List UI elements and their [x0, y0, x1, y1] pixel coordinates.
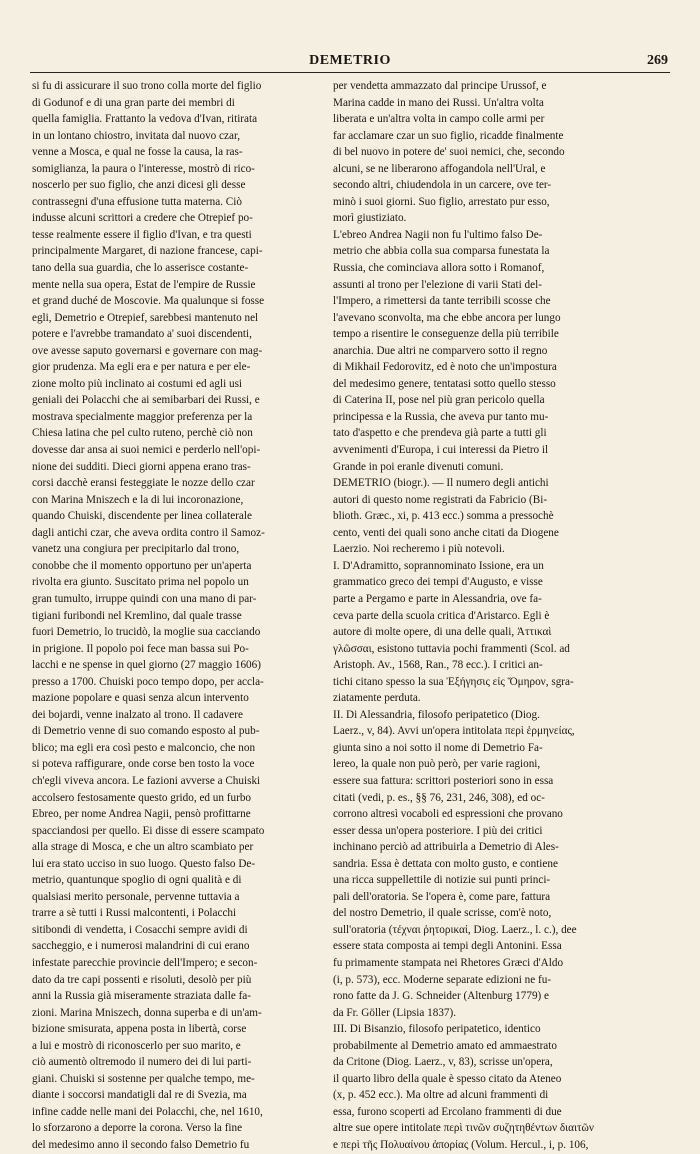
text-line: lui era stato ucciso in suo luogo. Questo falso De-: [32, 857, 256, 870]
text-line: corsi dacchè eransi festeggiate le nozze dello czar: [32, 477, 255, 490]
text-line: bizione smisurata, appena posta in libertà, corse: [32, 1023, 247, 1036]
text-line: blico; ma egli era così pesto e malconcio, che non: [32, 741, 256, 754]
text-line: ceva parte della scuola critica d'Aristarco. Egli è: [333, 609, 550, 622]
text-line: Laerzio. Noi recheremo i più notevoli.: [333, 543, 505, 556]
text-line: mente nella sua opera, Estat de l'empire de Russie: [32, 278, 256, 291]
text-line: assunti al trono per l'elezione di varii Stati del-: [333, 278, 542, 291]
text-line: sandria. Essa è dettata con molto gusto, e contiene: [333, 857, 558, 870]
right-column: [333, 78, 635, 1154]
text-line: da Critone (Diog. Laerz., v, 83), scrisse un'opera,: [333, 1056, 553, 1069]
text-line: lereo, la quale non può però, per varie ragioni,: [333, 758, 541, 771]
text-line: infestate parecchie provincie dell'Impero; e secon-: [32, 956, 258, 969]
text-line: Aristoph. Av., 1568, Ran., 78 ecc.). I critici an-: [333, 659, 543, 672]
text-line: si poteva raffigurare, onde corse ben tosto la voce: [32, 758, 255, 771]
text-line: esser dessa un'opera posteriore. I più dei critici: [333, 824, 543, 837]
text-line: e περὶ τῆς Πολυαίνου ἀπορίας (Volum. Hercul., i, p. 106,: [333, 1139, 589, 1151]
text-line: essa, furono scoperti ad Ercolano frammenti di due: [333, 1105, 562, 1118]
text-line: giani. Chuiski si sostenne per qualche tempo, me-: [32, 1072, 255, 1085]
text-line: dovesse dar ansa ai suoi nemici e perderlo nell'opi-: [32, 444, 261, 457]
text-line: quella famiglia. Frattanto la vedova d'Ivan, ritirata: [32, 113, 258, 126]
text-line: tato d'aspetto e che prendeva già parte a tutti gli: [333, 427, 547, 440]
text-line: quando Chuiski, discendente per linea collaterale: [32, 510, 252, 523]
text-line: pali dell'oratoria. Se l'opera è, come pare, fattura: [333, 890, 551, 903]
text-line: dagli antichi czar, che aveva ordita contro il Samoz-: [32, 526, 265, 539]
text-line: gran tumulto, irruppe quindi con una mano di par-: [32, 592, 257, 605]
text-line: del medesimo anno il secondo falso Demetrio fu: [32, 1139, 250, 1151]
text-line: sitibondi di vendetta, i Cosacchi sempre avidi di: [32, 923, 248, 936]
text-line: metrio che abbia colla sua comparsa funestata la: [333, 245, 550, 258]
text-line: ziatamente perduta.: [333, 692, 421, 705]
text-line: zione molto più inclinato ai costumi ed agli usi: [32, 377, 243, 390]
text-line: sull'oratoria (τέχναι ῥητορικαί, Diog. Laerz., l. c.), dee: [333, 923, 577, 936]
text-line: rono fatte da J. G. Schneider (Altenburg 1779) e: [333, 990, 550, 1003]
text-line: Ebreo, per nome Andrea Nagii, pensò profittarne: [32, 808, 251, 821]
text-line: fuori Demetrio, lo trucidò, la moglie sua cacciando: [32, 626, 261, 639]
text-line: III. Di Bisanzio, filosofo peripatetico, identico: [333, 1023, 541, 1036]
text-line: ch'egli viveva ancora. Le fazioni avverse a Chuiski: [32, 774, 261, 787]
text-line: diante i soccorsi mandatigli dal re di Svezia, ma: [32, 1089, 247, 1102]
text-line: l'avevano sconvolta, ma che ebbe ancora per lungo: [333, 311, 561, 324]
text-line: DEMETRIO (biogr.). — Il numero degli antichi: [333, 477, 549, 490]
text-line: rivolta era giunto. Suscitato prima nel popolo un: [32, 576, 249, 589]
text-line: da Fr. Göller (Lipsia 1837).: [333, 1006, 457, 1019]
text-line: principalmente Margaret, di nazione francese, capi-: [32, 245, 263, 258]
text-line: autori di questo nome registrati da Fabricio (Bi-: [333, 493, 548, 506]
text-line: probabilmente al Demetrio amato ed ammaestrato: [333, 1039, 557, 1052]
page-number: 269: [647, 53, 668, 68]
text-line: geniali dei Polacchi che ai semibarbari dei Russi, e: [32, 394, 260, 407]
text-line: nione dei sudditi. Dieci giorni appena erano tras-: [32, 460, 251, 473]
text-line: si fu di assicurare il suo trono colla morte del figlio: [32, 80, 262, 92]
text-line: corrono altresì vocaboli ed espressioni che provano: [333, 808, 563, 821]
text-line: saccheggio, e i numerosi malandrini di cui erano: [32, 940, 250, 953]
text-line: tesse realmente essere il figlio d'Ivan, e tra questi: [32, 228, 252, 241]
text-line: tempo a risentire le conseguenze della più terribile: [333, 328, 559, 341]
text-line: et grand duché de Moscovie. Ma qualunque si fosse: [32, 295, 265, 308]
text-line: Marina cadde in mano dei Russi. Un'altra volta: [333, 96, 544, 109]
text-line: tano della sua guardia, che lo asserisce costante-: [32, 262, 249, 275]
text-line: l'Impero, a rimettersi da tante terribili scosse che: [333, 295, 551, 308]
text-line: venne a Mosca, e qual ne fosse la causa, la ras-: [32, 146, 243, 159]
text-line: gior prudenza. Ma egli era e per natura e per ele-: [32, 361, 251, 374]
text-line: presso a 1700. Chuiski poco tempo dopo, per accla-: [32, 675, 264, 688]
text-line: di Mikhail Fedorovitz, ed è noto che un'impostura: [333, 361, 557, 374]
text-line: mostrava specialmente maggior preferenza per la: [32, 410, 253, 423]
text-line: Laerz., v, 84). Avvi un'opera intitolata περὶ ἑρμηνείας,: [333, 725, 575, 738]
text-line: giunta sino a noi sotto il nome di Demetrio Fa-: [333, 741, 543, 754]
text-line: ciò aumentò oltremodo il numero dei di lui parti-: [32, 1056, 252, 1069]
text-line: autore di molte opere, di una delle quali, Ἀττικαὶ: [333, 626, 552, 639]
text-line: zioni. Marina Mniszech, donna superba e di un'am-: [32, 1006, 262, 1019]
text-line: lacchi e ne spense in quel giorno (27 maggio 1606): [32, 659, 261, 672]
text-line: qualsiasi merito personale, pervenne tuttavia a: [32, 890, 240, 903]
text-line: essere stata composta ai tempi degli Antonini. Essa: [333, 940, 562, 953]
text-line: il quarto libro della quale è spesso citato da Ateneo: [333, 1072, 562, 1085]
text-line: citati (vedi, p. es., §§ 76, 231, 246, 308), ed oc-: [333, 791, 545, 804]
text-line: principessa e la Russia, che aveva pur tanto mu-: [333, 410, 549, 423]
text-line: secondo altri, chiudendola in un carcere, ove ter-: [333, 179, 552, 192]
text-line: noscerlo per suo figlio, che anzi dicesi gli desse: [32, 179, 246, 192]
text-line: dato da tre capi possenti e risoluti, desolò per più: [32, 973, 252, 986]
header-title: DEMETRIO: [309, 53, 391, 68]
text-line: (x, p. 452 ecc.). Ma oltre ad alcuni frammenti di: [333, 1089, 549, 1102]
text-line: una ricca suppellettile di notizie sui punti princi-: [333, 874, 551, 887]
text-line: trarre a sè tutti i Russi malcontenti, i Polacchi: [32, 907, 237, 920]
text-line: vanetz una congiura per precipitarlo dal trono,: [32, 543, 240, 556]
text-line: avvenimenti d'Europa, i cui interessi da Pietro il: [333, 444, 549, 457]
text-line: di Caterina II, pose nel più gran pericolo quella: [333, 394, 545, 407]
text-line: dei bojardi, venne inalzato al trono. Il cadavere: [32, 708, 243, 721]
text-line: infine cadde nelle mani dei Polacchi, che, nel 1610,: [32, 1105, 263, 1118]
text-line: Grande in poi eranle divenuti comuni.: [333, 460, 504, 473]
text-line: del medesimo genere, tentatasi sotto quello stesso: [333, 377, 556, 390]
text-line: altre sue opere intitolate περὶ τινῶν συζητηθέντων διαιτῶν: [333, 1122, 594, 1135]
text-line: accolsero festosamente questo grido, ed un furbo: [32, 791, 252, 804]
text-line: di Demetrio venne di suo comando esposto al pub-: [32, 725, 260, 738]
text-line: grammatico greco dei tempi d'Augusto, e visse: [333, 576, 543, 589]
text-line: blioth. Græc., xi, p. 413 ecc.) somma a pressochè: [333, 510, 554, 523]
text-line: Russia, che cominciava allora sotto i Romanof,: [333, 262, 545, 275]
text-line: conobbe che il momento opportuno per un'aperta: [32, 559, 252, 572]
text-line: anarchia. Due altri ne comparvero sotto il regno: [333, 344, 548, 357]
text-line: II. Di Alessandria, filosofo peripatetico (Diog.: [333, 708, 540, 721]
text-line: potere e l'avrebbe tramandato a' suoi discendenti,: [32, 328, 252, 341]
text-line: lo sforzarono a deporre la corona. Verso la fine: [32, 1122, 243, 1135]
text-line: morì giustiziato.: [333, 212, 407, 225]
text-line: Chiesa latina che pel culto ruteno, perchè ciò non: [32, 427, 253, 440]
running-header: [30, 50, 670, 73]
text-line: mazione popolare e quasi senza alcun intervento: [32, 692, 249, 705]
text-line: inchinano perciò ad attribuirla a Demetrio di Ales-: [333, 841, 559, 854]
text-line: minò i suoi giorni. Suo figlio, arrestato pur esso,: [333, 195, 550, 208]
text-line: far acclamare czar un suo figlio, ricadde finalmente: [333, 129, 564, 142]
text-line: fu primamente stampata nei Rhetores Græci d'Aldo: [333, 956, 564, 969]
text-line: tigiani furibondi nel Kremlino, dal quale trasse: [32, 609, 242, 622]
text-line: indusse alcuni scrittori a credere che Otrepief po-: [32, 212, 253, 225]
text-line: ove avesse saputo governarsi e governare con mag-: [32, 344, 263, 357]
text-line: di bel nuovo in potere de' suoi nemici, che, secondo: [333, 146, 565, 159]
text-line: in un lontano chiostro, invitata dal nuovo czar,: [32, 129, 241, 142]
text-line: parte a Pergamo e parte in Alessandria, ove fa-: [333, 592, 542, 605]
text-line: del nostro Demetrio, il quale scrisse, com'è noto,: [333, 907, 552, 920]
text-line: essere sua fattura: scrittori posteriori sono in essa: [333, 774, 554, 787]
text-line: in prigione. Il popolo poi fece man bassa sui Po-: [32, 642, 249, 655]
text-line: contrassegni d'una effusione tutta materna. Ciò: [32, 195, 242, 208]
text-line: (i, p. 573), ecc. Moderne separate edizioni ne fu-: [333, 973, 552, 986]
left-column: [32, 78, 332, 1154]
text-line: L'ebreo Andrea Nagii non fu l'ultimo falso De-: [333, 228, 543, 241]
text-line: metrio, quantunque spoglio di ogni qualità e di: [32, 874, 242, 887]
text-line: alcuni, se ne liberarono affogandola nell'Ural, e: [333, 162, 546, 175]
text-line: γλῶσσαι, esistono tuttavia pochi frammenti (Scol. ad: [333, 642, 570, 655]
text-line: per vendetta ammazzato dal principe Urussof, e: [333, 80, 547, 92]
text-line: egli, Demetrio e Otrepief, sarebbesi mantenuto nel: [32, 311, 259, 324]
text-line: alla strage di Mosca, e che un altro scambiato per: [32, 841, 254, 854]
text-line: somiglianza, la paura o l'interesse, mostrò di rico-: [32, 162, 255, 175]
text-line: a lui e mostrò di riconoscerlo per suo marito, e: [32, 1039, 241, 1052]
text-line: di Godunof e di una gran parte dei membri di: [32, 96, 235, 109]
text-line: tichi citano spesso la sua Ἐξήγησις εἰς Ὅμηρον, sgra-: [333, 675, 574, 688]
text-line: spacciandosi per quello. Ei disse di essere scampato: [32, 824, 265, 837]
text-line: cento, venti dei quali sono anche citati da Diogene: [333, 526, 559, 539]
text-line: liberata e un'altra volta in campo colle armi per: [333, 113, 545, 126]
text-line: I. D'Adramitto, soprannominato Issione, era un: [333, 559, 544, 572]
text-line: con Marina Mniszech e la di lui incoronazione,: [32, 493, 244, 506]
text-line: anni la Russia già miseramente straziata dalle fa-: [32, 990, 251, 1003]
